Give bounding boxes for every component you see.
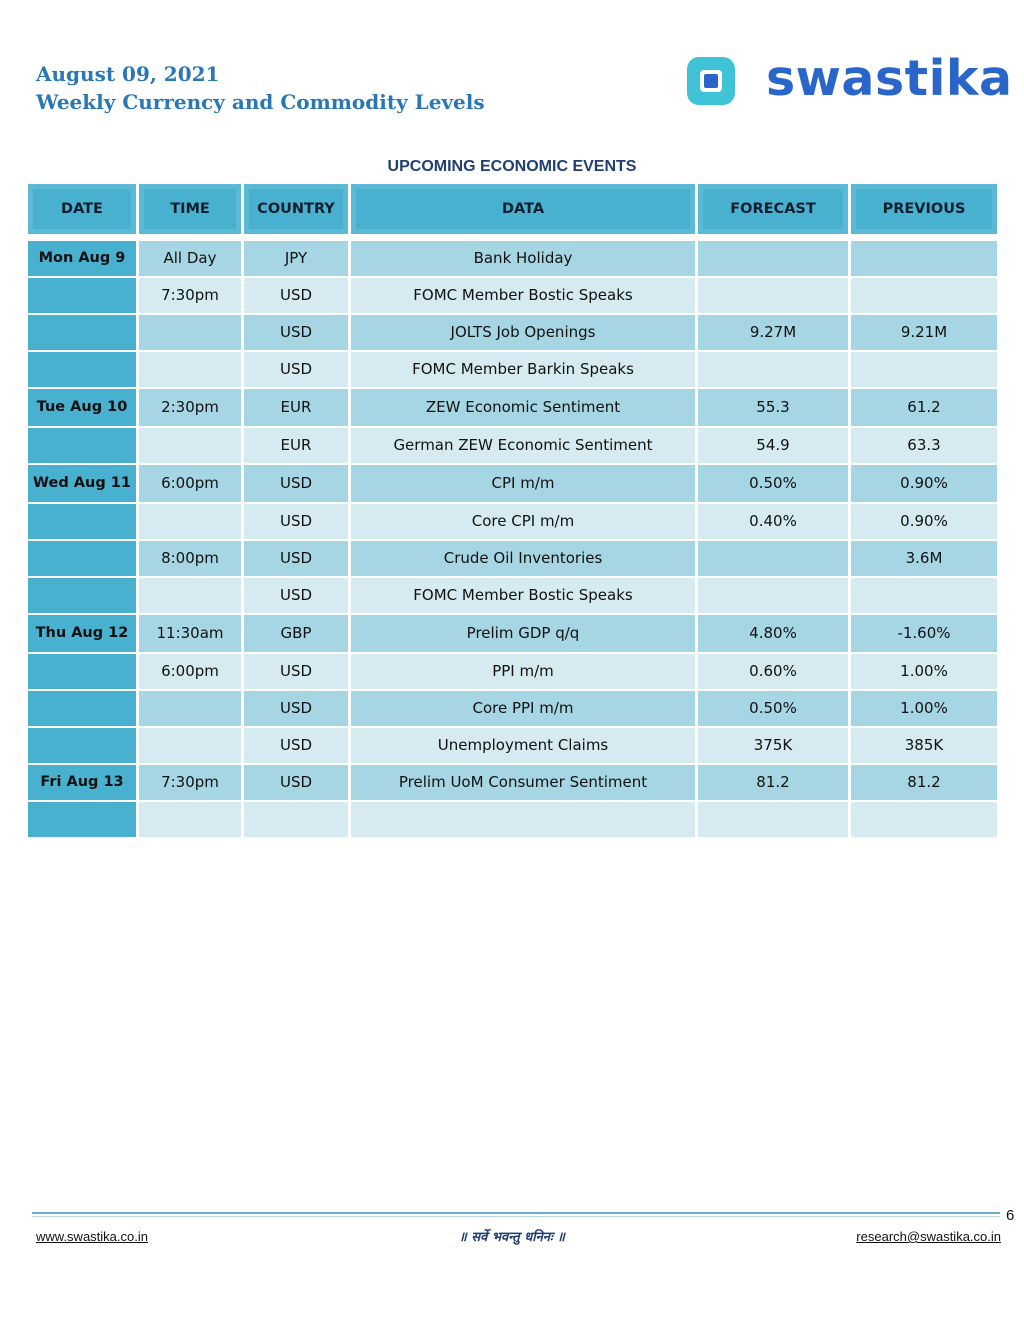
cell-forecast: 81.2: [698, 765, 851, 802]
cell-forecast: [698, 352, 851, 389]
header-spacer: [28, 234, 997, 241]
cell-forecast: [698, 278, 851, 315]
cell-date: [28, 802, 139, 839]
cell-time: [139, 504, 244, 541]
cell-date: Mon Aug 9: [28, 241, 139, 278]
cell-time: 7:30pm: [139, 278, 244, 315]
cell-time: [139, 428, 244, 465]
swastika-logo: [684, 50, 1013, 114]
website-link[interactable]: www.swastika.co.in: [36, 1229, 148, 1244]
table-row: [28, 802, 997, 839]
cell-previous: 9.21M: [851, 315, 997, 352]
column-header-time: TIME: [139, 184, 244, 234]
footer-motto: ॥ सर्वे भवन्तु धनिनः ॥: [459, 1230, 565, 1245]
cell-date: [28, 428, 139, 465]
cell-data: Bank Holiday: [351, 241, 698, 278]
cell-country: USD: [244, 504, 351, 541]
cell-forecast: 0.40%: [698, 504, 851, 541]
cell-country: USD: [244, 691, 351, 728]
table-row: [28, 315, 997, 352]
cell-country: USD: [244, 578, 351, 615]
cell-country: EUR: [244, 389, 351, 428]
cell-time: [139, 728, 244, 765]
cell-country: USD: [244, 541, 351, 578]
cell-date: Wed Aug 11: [28, 465, 139, 504]
cell-previous: [851, 352, 997, 389]
logo-wordmark: swastika: [766, 50, 1013, 107]
table-row: [28, 615, 997, 654]
table-header-row: [28, 184, 997, 234]
cell-forecast: [698, 541, 851, 578]
cell-forecast: [698, 241, 851, 278]
cell-data: Crude Oil Inventories: [351, 541, 698, 578]
cell-time: [139, 578, 244, 615]
table-row: [28, 578, 997, 615]
cell-date: [28, 504, 139, 541]
cell-forecast: [698, 802, 851, 839]
table-row: [28, 654, 997, 691]
cell-forecast: 0.50%: [698, 465, 851, 504]
cell-time: 7:30pm: [139, 765, 244, 802]
cell-previous: 385K: [851, 728, 997, 765]
cell-date: [28, 578, 139, 615]
cell-date: Tue Aug 10: [28, 389, 139, 428]
cell-data: ZEW Economic Sentiment: [351, 389, 698, 428]
cell-previous: [851, 802, 997, 839]
cell-forecast: 4.80%: [698, 615, 851, 654]
table-row: [28, 278, 997, 315]
cell-date: [28, 728, 139, 765]
column-header-data: DATA: [351, 184, 698, 234]
cell-time: [139, 315, 244, 352]
cell-date: [28, 278, 139, 315]
cell-country: USD: [244, 315, 351, 352]
cell-data: Core CPI m/m: [351, 504, 698, 541]
cell-date: [28, 315, 139, 352]
cell-time: 6:00pm: [139, 465, 244, 504]
table-row: [28, 541, 997, 578]
cell-time: 11:30am: [139, 615, 244, 654]
column-header-previous: PREVIOUS: [851, 184, 997, 234]
cell-time: 8:00pm: [139, 541, 244, 578]
cell-data: Prelim GDP q/q: [351, 615, 698, 654]
table-row: [28, 504, 997, 541]
cell-previous: 81.2: [851, 765, 997, 802]
cell-previous: 0.90%: [851, 465, 997, 504]
cell-data: Unemployment Claims: [351, 728, 698, 765]
cell-previous: [851, 578, 997, 615]
cell-forecast: 0.50%: [698, 691, 851, 728]
cell-data: Prelim UoM Consumer Sentiment: [351, 765, 698, 802]
cell-time: [139, 802, 244, 839]
logo-square-icon: [684, 54, 740, 110]
cell-previous: 1.00%: [851, 654, 997, 691]
column-header-country: COUNTRY: [244, 184, 351, 234]
cell-data: JOLTS Job Openings: [351, 315, 698, 352]
cell-country: EUR: [244, 428, 351, 465]
cell-country: USD: [244, 765, 351, 802]
footer-divider-thin: [32, 1216, 1000, 1217]
cell-data: German ZEW Economic Sentiment: [351, 428, 698, 465]
cell-date: Fri Aug 13: [28, 765, 139, 802]
cell-forecast: 54.9: [698, 428, 851, 465]
footer-divider: [32, 1212, 1000, 1214]
cell-data: FOMC Member Bostic Speaks: [351, 578, 698, 615]
cell-data: [351, 802, 698, 839]
cell-date: Thu Aug 12: [28, 615, 139, 654]
cell-previous: 3.6M: [851, 541, 997, 578]
table-row: [28, 241, 997, 278]
cell-country: USD: [244, 278, 351, 315]
cell-data: PPI m/m: [351, 654, 698, 691]
economic-events-table: [28, 184, 997, 839]
cell-previous: 1.00%: [851, 691, 997, 728]
cell-time: [139, 352, 244, 389]
cell-country: [244, 802, 351, 839]
cell-data: FOMC Member Bostic Speaks: [351, 278, 698, 315]
cell-forecast: 375K: [698, 728, 851, 765]
cell-country: USD: [244, 654, 351, 691]
cell-time: 2:30pm: [139, 389, 244, 428]
table-row: [28, 691, 997, 728]
cell-country: USD: [244, 465, 351, 504]
report-title: Weekly Currency and Commodity Levels: [36, 90, 485, 114]
cell-previous: [851, 278, 997, 315]
email-link[interactable]: research@swastika.co.in: [856, 1229, 1001, 1244]
cell-country: GBP: [244, 615, 351, 654]
cell-time: 6:00pm: [139, 654, 244, 691]
cell-country: JPY: [244, 241, 351, 278]
table-row: [28, 389, 997, 428]
cell-country: USD: [244, 352, 351, 389]
report-date: August 09, 2021: [36, 62, 220, 86]
column-header-forecast: FORECAST: [698, 184, 851, 234]
table-row: [28, 352, 997, 389]
cell-date: [28, 654, 139, 691]
cell-forecast: 0.60%: [698, 654, 851, 691]
table-row: [28, 728, 997, 765]
cell-country: USD: [244, 728, 351, 765]
cell-forecast: 55.3: [698, 389, 851, 428]
cell-previous: [851, 241, 997, 278]
cell-previous: 0.90%: [851, 504, 997, 541]
cell-date: [28, 352, 139, 389]
cell-forecast: [698, 578, 851, 615]
section-title: UPCOMING ECONOMIC EVENTS: [387, 158, 637, 175]
cell-data: Core PPI m/m: [351, 691, 698, 728]
cell-forecast: 9.27M: [698, 315, 851, 352]
cell-time: [139, 691, 244, 728]
cell-date: [28, 691, 139, 728]
cell-previous: 61.2: [851, 389, 997, 428]
cell-data: CPI m/m: [351, 465, 698, 504]
table-row: [28, 428, 997, 465]
cell-date: [28, 541, 139, 578]
cell-previous: -1.60%: [851, 615, 997, 654]
table-row: [28, 765, 997, 802]
column-header-date: DATE: [28, 184, 139, 234]
cell-previous: 63.3: [851, 428, 997, 465]
cell-data: FOMC Member Barkin Speaks: [351, 352, 698, 389]
table-row: [28, 465, 997, 504]
page-number: 6: [1006, 1207, 1015, 1224]
cell-time: All Day: [139, 241, 244, 278]
